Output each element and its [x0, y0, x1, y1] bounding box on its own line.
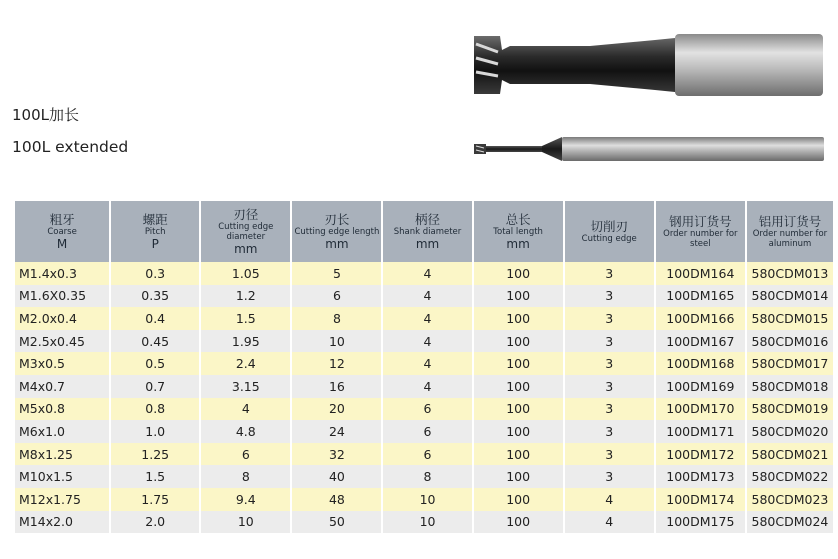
table-row	[15, 307, 833, 330]
table-cell: 100DM172	[655, 443, 746, 466]
table-row	[15, 443, 833, 466]
column-header	[15, 201, 110, 262]
column-header-cn: 钢用订货号	[669, 213, 732, 229]
table-cell: 100DM174	[655, 488, 746, 511]
table-cell: 100	[473, 375, 564, 398]
spec-table	[15, 201, 833, 533]
thread-mill-tool-extended-icon	[472, 136, 828, 162]
table-cell: 10	[291, 330, 382, 353]
column-header-sym: mm	[415, 236, 440, 251]
column-header	[655, 201, 746, 262]
column-header	[291, 201, 382, 262]
column-header-cn: 螺距	[142, 211, 168, 227]
table-cell: 0.8	[110, 398, 200, 421]
table-cell: 4	[200, 398, 291, 421]
table-cell: 4	[382, 330, 472, 353]
column-header-cn: 刃长	[324, 211, 350, 227]
table-cell: 5	[291, 262, 382, 285]
column-header	[473, 201, 564, 262]
table-row	[15, 488, 833, 511]
table-cell: 100	[473, 398, 564, 421]
column-header-en: Cutting edge	[581, 233, 637, 244]
table-cell: M1.4x0.3	[15, 262, 110, 285]
table-row	[15, 330, 833, 353]
column-header-cn: 粗牙	[49, 211, 75, 227]
table-cell: 1.25	[110, 443, 200, 466]
table-cell: M10x1.5	[15, 465, 110, 488]
variant-label-chinese: 100L加长	[12, 106, 79, 124]
table-cell: 3.15	[200, 375, 291, 398]
table-cell: M14x2.0	[15, 511, 110, 534]
column-header-sym: mm	[325, 236, 349, 251]
table-cell: 100DM175	[655, 511, 746, 534]
table-cell: 4	[564, 511, 655, 534]
table-cell: M3x0.5	[15, 352, 110, 375]
table-cell: 580CDM020	[746, 420, 833, 443]
column-header-en: Order number for steel	[663, 228, 738, 249]
table-cell: 0.4	[110, 307, 200, 330]
table-cell: 3	[564, 352, 655, 375]
table-row	[15, 398, 833, 421]
thread-mill-tool-large-icon	[470, 30, 830, 100]
table-cell: 3	[564, 285, 655, 308]
table-cell: 100	[473, 307, 564, 330]
table-cell: 6	[382, 420, 472, 443]
table-cell: 100DM169	[655, 375, 746, 398]
table-cell: 580CDM018	[746, 375, 833, 398]
table-cell: 24	[291, 420, 382, 443]
table-cell: 100	[473, 420, 564, 443]
table-cell: 580CDM017	[746, 352, 833, 375]
column-header-en: Cutting edge length	[294, 226, 380, 237]
table-cell: 100	[473, 262, 564, 285]
column-header	[110, 201, 200, 262]
table-cell: 580CDM015	[746, 307, 833, 330]
table-cell: M6x1.0	[15, 420, 110, 443]
table-cell: 100DM173	[655, 465, 746, 488]
table-cell: 4	[382, 262, 472, 285]
column-header-en: Total length	[493, 226, 543, 237]
table-cell: M12x1.75	[15, 488, 110, 511]
table-cell: 1.5	[110, 465, 200, 488]
table-cell: 1.5	[200, 307, 291, 330]
column-header-cn: 总长	[505, 211, 531, 227]
column-header-en: Order number for aluminum	[752, 228, 828, 249]
table-cell: 100	[473, 285, 564, 308]
table-cell: 0.7	[110, 375, 200, 398]
table-cell: 32	[291, 443, 382, 466]
table-cell: 50	[291, 511, 382, 534]
table-cell: 3	[564, 420, 655, 443]
table-cell: M5x0.8	[15, 398, 110, 421]
table-cell: 3	[564, 330, 655, 353]
table-cell: 8	[291, 307, 382, 330]
column-header-sym: mm	[506, 236, 530, 251]
column-header	[382, 201, 472, 262]
table-cell: 8	[382, 465, 472, 488]
table-cell: 100DM165	[655, 285, 746, 308]
table-cell: M1.6X0.35	[15, 285, 110, 308]
table-cell: 2.0	[110, 511, 200, 534]
table-cell: 100DM168	[655, 352, 746, 375]
table-cell: 1.95	[200, 330, 291, 353]
table-cell: 3	[564, 398, 655, 421]
table-cell: 4.8	[200, 420, 291, 443]
table-cell: 3	[564, 262, 655, 285]
table-cell: 100	[473, 511, 564, 534]
table-cell: 580CDM014	[746, 285, 833, 308]
table-row	[15, 375, 833, 398]
table-cell: 16	[291, 375, 382, 398]
table-cell: 0.35	[110, 285, 200, 308]
column-header	[746, 201, 833, 262]
table-cell: 100DM171	[655, 420, 746, 443]
table-cell: 580CDM013	[746, 262, 833, 285]
variant-label-english: 100L extended	[12, 138, 129, 156]
table-cell: 100DM170	[655, 398, 746, 421]
table-cell: 6	[291, 285, 382, 308]
table-cell: 100DM166	[655, 307, 746, 330]
table-cell: M8x1.25	[15, 443, 110, 466]
table-cell: 580CDM016	[746, 330, 833, 353]
table-row	[15, 285, 833, 308]
column-header-cn: 切削刃	[590, 218, 628, 234]
table-cell: 4	[564, 488, 655, 511]
table-cell: 1.75	[110, 488, 200, 511]
table-cell: 100DM164	[655, 262, 746, 285]
column-header-en: Coarse	[47, 226, 77, 237]
table-row	[15, 352, 833, 375]
table-cell: 1.05	[200, 262, 291, 285]
table-cell: 0.3	[110, 262, 200, 285]
table-cell: 6	[382, 398, 472, 421]
table-cell: 4	[382, 352, 472, 375]
table-cell: 580CDM019	[746, 398, 833, 421]
table-cell: 40	[291, 465, 382, 488]
table-cell: 100	[473, 352, 564, 375]
table-cell: 4	[382, 307, 472, 330]
table-row	[15, 465, 833, 488]
table-cell: 580CDM021	[746, 443, 833, 466]
column-header-sym: mm	[234, 241, 258, 256]
table-cell: 580CDM024	[746, 511, 833, 534]
table-cell: 1.0	[110, 420, 200, 443]
column-header-en: Cutting edge diameter	[218, 221, 274, 242]
column-header-sym: P	[151, 236, 159, 251]
column-header-cn: 刃径	[233, 206, 259, 222]
table-cell: 4	[382, 285, 472, 308]
column-header	[564, 201, 655, 262]
table-cell: 3	[564, 465, 655, 488]
table-cell: 100DM167	[655, 330, 746, 353]
table-cell: 6	[382, 443, 472, 466]
table-cell: 100	[473, 488, 564, 511]
table-cell: 8	[200, 465, 291, 488]
table-cell: 48	[291, 488, 382, 511]
column-header-cn: 铝用订货号	[758, 213, 822, 229]
column-header-en: Pitch	[144, 226, 166, 237]
column-header-sym: M	[56, 236, 68, 251]
table-row	[15, 262, 833, 285]
table-cell: 3	[564, 307, 655, 330]
column-header	[200, 201, 291, 262]
table-row	[15, 511, 833, 534]
column-header-cn: 柄径	[415, 211, 441, 227]
table-cell: 6	[200, 443, 291, 466]
table-cell: M2.0x0.4	[15, 307, 110, 330]
table-cell: 0.5	[110, 352, 200, 375]
table-cell: 10	[382, 511, 472, 534]
table-cell: 3	[564, 375, 655, 398]
table-row	[15, 420, 833, 443]
table-cell: 580CDM022	[746, 465, 833, 488]
table-cell: 0.45	[110, 330, 200, 353]
table-cell: 4	[382, 375, 472, 398]
table-cell: 1.2	[200, 285, 291, 308]
table-cell: 10	[382, 488, 472, 511]
table-cell: 12	[291, 352, 382, 375]
column-header-en: Shank diameter	[393, 226, 462, 237]
table-cell: 100	[473, 465, 564, 488]
table-cell: M4x0.7	[15, 375, 110, 398]
table-cell: 20	[291, 398, 382, 421]
table-cell: 100	[473, 443, 564, 466]
table-cell: 10	[200, 511, 291, 534]
table-cell: 2.4	[200, 352, 291, 375]
table-body	[15, 262, 833, 533]
table-cell: 580CDM023	[746, 488, 833, 511]
table-cell: 3	[564, 443, 655, 466]
table-header-row	[15, 201, 833, 262]
table-cell: 9.4	[200, 488, 291, 511]
table-cell: M2.5x0.45	[15, 330, 110, 353]
table-cell: 100	[473, 330, 564, 353]
